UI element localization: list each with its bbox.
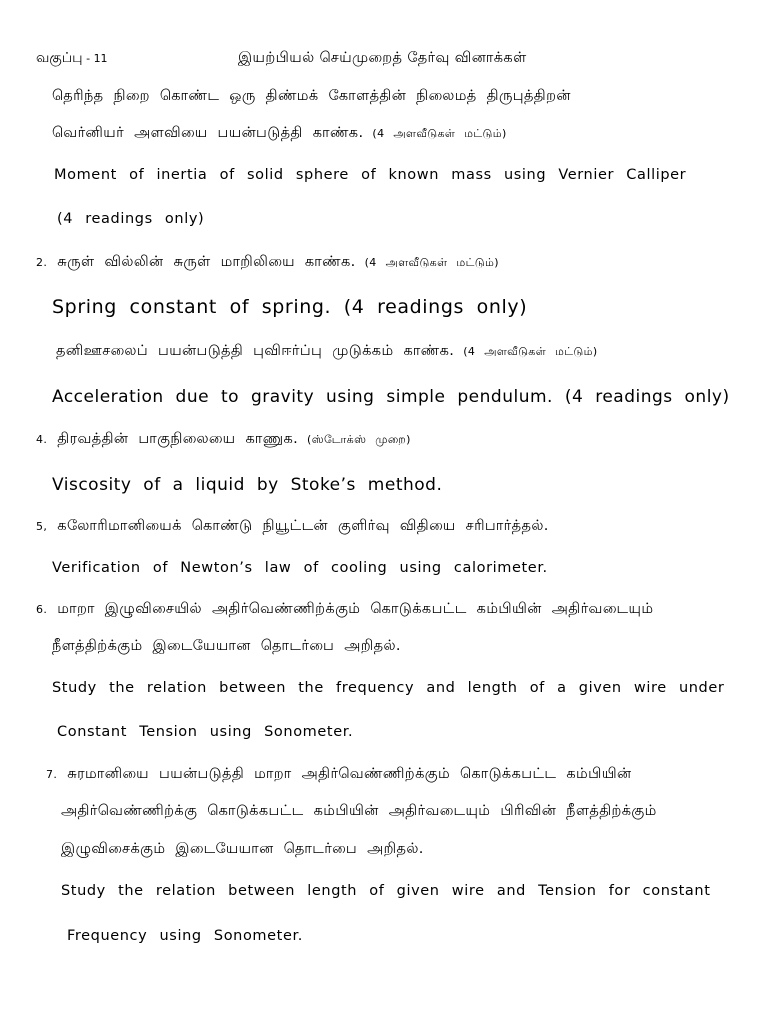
item7-tamil-line1	[46, 766, 631, 784]
item4-english-line: Viscosity of a liquid by Stoke’s method.	[52, 475, 443, 495]
class-number: 11	[93, 52, 108, 65]
item2-tamil-line	[36, 254, 499, 272]
header-class	[36, 50, 108, 68]
item1-english-line2: (4 readings only)	[57, 211, 205, 227]
item1-tamil-line2	[52, 125, 507, 143]
item3-tamil-line	[56, 343, 598, 361]
item4-tamil-text: திரவத்தின் பாகுநிலையை காணுக.	[47, 431, 299, 447]
item2-tamil-text: சுருள் வில்லின் சுருள் மாறிலியை காண்க.	[47, 254, 356, 270]
item7-english-line1: Study the relation between length of given wire and Tension for constant	[61, 883, 711, 899]
item6-english-line1: Study the relation between the frequency and length of a given wire under	[52, 680, 725, 696]
item6-tamil-line1	[36, 601, 653, 619]
item5-english-line: Verification of Newton’s law of cooling using calorimeter.	[52, 560, 548, 576]
item4-number: 4.	[36, 433, 48, 446]
item1-tamil-text: வெர்னியர் அளவியை பயன்படுத்தி காண்க.	[52, 125, 364, 141]
item1-english-line1: Moment of inertia of solid sphere of known mass using Vernier Calliper	[54, 167, 687, 183]
item7-tamil-text: சுரமானியை பயன்படுத்தி மாறா அதிர்வெண்ணிற்க்கும் கொடுக்கபட்ட கம்பியின்	[57, 766, 632, 782]
class-label: வகுப்பு	[36, 50, 83, 66]
item2-number: 2.	[36, 256, 48, 269]
item6-tamil-line2: நீளத்திற்க்கும் இடையேயான தொடர்பை அறிதல்.	[52, 638, 401, 654]
item7-tamil-line3: இழுவிசைக்கும் இடையேயான தொடர்பை அறிதல்.	[61, 841, 424, 857]
item3-tamil-text: தனிஊசலைப் பயன்படுத்தி புவிஈர்ப்பு முடுக்கம் காண்க.	[56, 343, 455, 359]
item3-tamil-note: (4 அளவீடுகள் மட்டும்)	[454, 345, 598, 358]
item7-english-line2: Frequency using Sonometer.	[67, 928, 303, 944]
item6-tamil-text: மாறா இழுவிசையில் அதிர்வெண்ணிற்க்கும் கொடுக்கபட்ட கம்பியின் அதிர்வடையும்	[47, 601, 654, 617]
item1-tamil-note: (4 அளவீடுகள் மட்டும்)	[363, 127, 507, 140]
item4-tamil-line	[36, 431, 411, 449]
item5-tamil-text: கலோரிமானியைக் கொண்டு நியூட்டன் குளிர்வு விதியை சரிபார்த்தல்.	[47, 518, 549, 534]
item5-number: 5,	[36, 520, 48, 533]
item6-number: 6.	[36, 603, 48, 616]
item7-tamil-line2: அதிர்வெண்ணிற்க்கு கொடுக்கபட்ட கம்பியின் அதிர்வடையும் பிரிவின் நீளத்திற்க்கும்	[61, 803, 657, 819]
item4-tamil-note: (ஸ்டோக்ஸ் முறை)	[298, 433, 411, 446]
item7-number: 7.	[46, 768, 58, 781]
item3-english-line: Acceleration due to gravity using simple pendulum. (4 readings only)	[52, 387, 730, 407]
item2-english-line: Spring constant of spring. (4 readings only)	[52, 296, 528, 318]
item1-tamil-line1: தெரிந்த நிறை கொண்ட ஒரு திண்மக் கோளத்தின் நிலைமத் திருபுத்திறன்	[52, 88, 571, 104]
class-sep: -	[82, 52, 94, 65]
item6-english-line2: Constant Tension using Sonometer.	[57, 724, 354, 740]
item5-tamil-line	[36, 518, 549, 536]
page-title: இயற்பியல் செய்முறைத் தேர்வு வினாக்கள்	[238, 50, 527, 66]
item2-tamil-note: (4 அளவீடுகள் மட்டும்)	[355, 256, 499, 269]
